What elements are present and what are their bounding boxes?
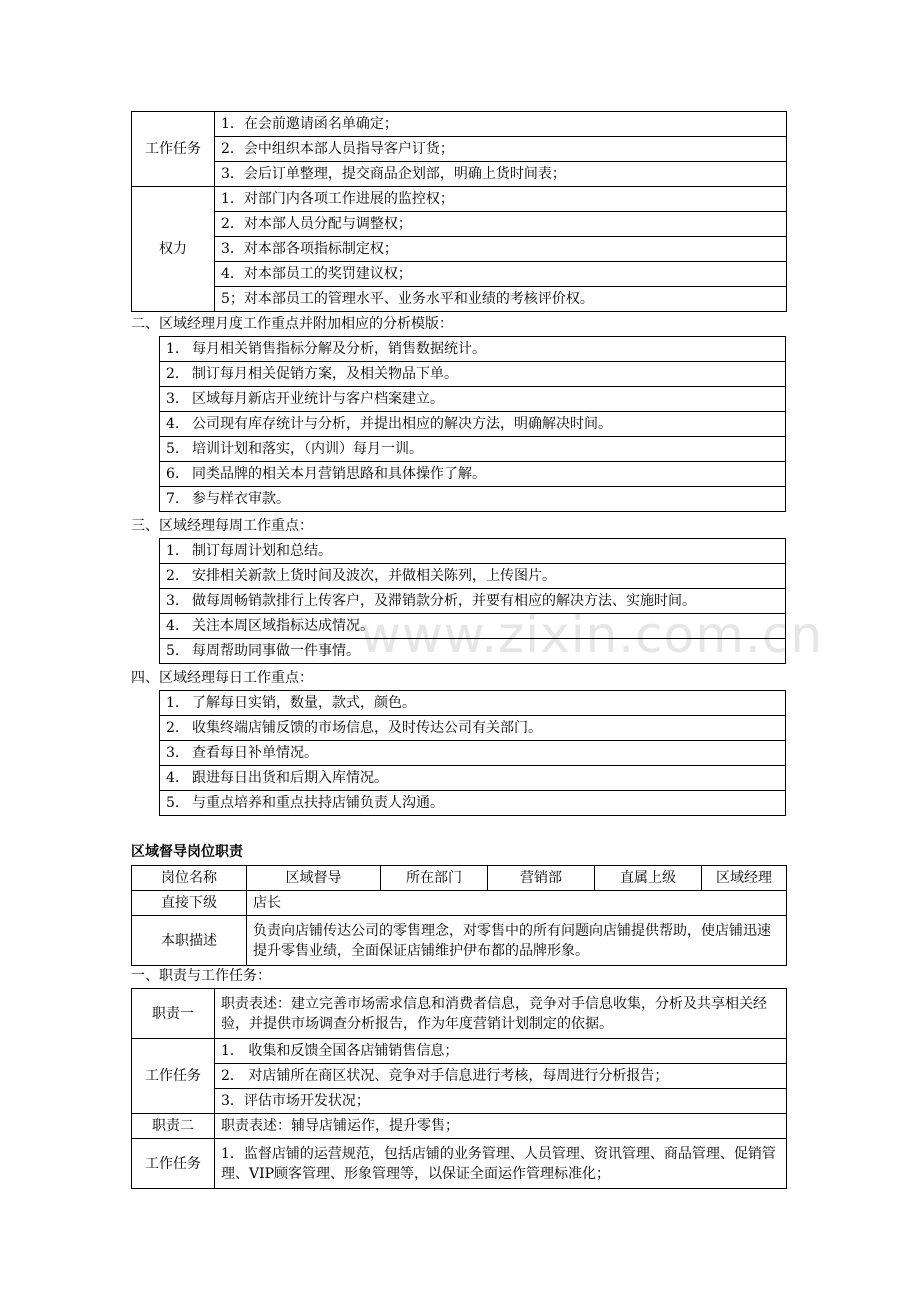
task-item: 1． 收集和反馈全国各店铺销售信息；: [215, 1039, 787, 1064]
duty2-label: 职责二: [132, 1114, 215, 1139]
watermark: www.zixin.com.cn: [360, 606, 824, 664]
list-item: [160, 337, 786, 362]
item-text: 每周帮助同事做一件事情。: [192, 643, 360, 659]
item-text: 收集终端店铺反馈的市场信息，及时传达公司有关部门。: [192, 720, 542, 736]
list-item: [160, 362, 786, 387]
item-number: 3.: [166, 593, 180, 609]
subordinate-value: 店长: [247, 891, 787, 916]
description-label: 本职描述: [132, 916, 247, 966]
right-item: 2．对本部人员分配与调整权；: [215, 212, 787, 237]
item-text: 参与样衣审款。: [192, 491, 290, 507]
item-number: 1.: [166, 695, 180, 711]
list-item: [160, 614, 786, 639]
list-item: [160, 791, 786, 816]
position-name-label: 岗位名称: [132, 866, 247, 891]
tasks1-label: 工作任务: [132, 1039, 215, 1114]
right-item: 3．对本部各项指标制定权；: [215, 237, 787, 262]
item-number: 4.: [166, 770, 180, 786]
task-item: 3．会后订单整理，提交商品企划部，明确上货时间表；: [215, 162, 787, 187]
position-name-value: 区域督导: [247, 866, 381, 891]
item-text: 同类品牌的相关本月营销思路和具体操作了解。: [192, 466, 486, 482]
list-item: [160, 589, 786, 614]
section4-heading: 四、区域经理每日工作重点：: [131, 670, 313, 686]
list-item: [160, 741, 786, 766]
list-item: [160, 437, 786, 462]
item-number: 1.: [166, 341, 180, 357]
supervisor-title: 区域督导岗位职责: [131, 844, 243, 860]
description-value: 负责向店铺传达公司的零售理念，对零售中的所有问题向店铺提供帮助，使店铺迅速提升零售业绩，全面保证店铺维护伊布都的品牌形象。: [247, 916, 787, 966]
section4-table: [159, 690, 786, 816]
task-item: 3．评估市场开发状况；: [215, 1089, 787, 1114]
task-item: 2． 对店铺所在商区状况、竞争对手信息进行考核，每周进行分析报告；: [215, 1064, 787, 1089]
item-text: 培训计划和落实，（内训）每月一训。: [192, 441, 423, 457]
item-text: 关注本周区域指标达成情况。: [192, 618, 374, 634]
item-number: 3.: [166, 745, 180, 761]
superior-value: 区域经理: [702, 866, 787, 891]
subordinate-label: 直接下级: [132, 891, 247, 916]
section2-table: [159, 336, 786, 512]
item-number: 5.: [166, 643, 180, 659]
right-item: 1．对部门内各项工作进展的监控权；: [215, 187, 787, 212]
right-item: 5；对本部员工的管理水平、业务水平和业绩的考核评价权。: [215, 287, 787, 312]
item-text: 跟进每日出货和后期入库情况。: [192, 770, 388, 786]
item-text: 查看每日补单情况。: [192, 745, 318, 761]
item-text: 制订每周计划和总结。: [192, 543, 332, 559]
item-number: 4.: [166, 416, 180, 432]
item-text: 与重点培养和重点扶持店铺负责人沟通。: [192, 795, 444, 811]
rights-label: 权力: [132, 187, 215, 312]
list-item: [160, 766, 786, 791]
item-number: 1.: [166, 543, 180, 559]
section3-heading: 三、区域经理每周工作重点：: [131, 518, 313, 534]
list-item: [160, 639, 786, 664]
item-number: 6.: [166, 466, 180, 482]
duties-table: [131, 988, 787, 1189]
task-item: 1．在会前邀请函名单确定；: [215, 112, 787, 137]
department-value: 营销部: [488, 866, 595, 891]
tasks2-label: 工作任务: [132, 1139, 215, 1189]
item-text: 公司现有库存统计与分析，并提出相应的解决方法，明确解决时间。: [192, 416, 612, 432]
item-number: 5.: [166, 441, 180, 457]
right-item: 4．对本部员工的奖罚建议权；: [215, 262, 787, 287]
task-item: 1．监督店铺的运营规范，包括店铺的业务管理、人员管理、资讯管理、商品管理、促销管理、VIP顾客管理、形象管理等，以保证全面运作管理标准化；: [215, 1139, 787, 1189]
tasks-label: 工作任务: [132, 112, 215, 187]
section3-table: [159, 538, 786, 664]
item-number: 4.: [166, 618, 180, 634]
duties-heading: 一、职责与工作任务：: [131, 968, 271, 984]
list-item: [160, 462, 786, 487]
list-item: [160, 716, 786, 741]
item-number: 3.: [166, 391, 180, 407]
item-text: 制订每月相关促销方案，及相关物品下单。: [192, 366, 458, 382]
supervisor-info-table: [131, 865, 787, 966]
tasks-rights-table: [131, 111, 787, 312]
item-text: 区域每月新店开业统计与客户档案建立。: [192, 391, 444, 407]
duty1-text: 职责表述：建立完善市场需求信息和消费者信息，竞争对手信息收集，分析及共享相关经验，并提供市场调查分析报告，作为年度营销计划制定的依据。: [215, 989, 787, 1039]
item-number: 2.: [166, 720, 180, 736]
task-item: 2．会中组织本部人员指导客户订货；: [215, 137, 787, 162]
section2-heading: 二、区域经理月度工作重点并附加相应的分析模版：: [131, 316, 453, 332]
superior-label: 直属上级: [595, 866, 702, 891]
item-text: 了解每日实销，数量，款式，颜色。: [192, 695, 416, 711]
item-number: 2.: [166, 366, 180, 382]
item-text: 做每周畅销款排行上传客户，及滞销款分析，并要有相应的解决方法、实施时间。: [192, 593, 696, 609]
list-item: [160, 564, 786, 589]
list-item: [160, 487, 786, 512]
item-number: 5.: [166, 795, 180, 811]
list-item: [160, 691, 786, 716]
duty2-text: 职责表述：辅导店铺运作，提升零售；: [215, 1114, 787, 1139]
list-item: [160, 387, 786, 412]
item-number: 2.: [166, 568, 180, 584]
item-number: 7.: [166, 491, 180, 507]
item-text: 每月相关销售指标分解及分析，销售数据统计。: [192, 341, 486, 357]
list-item: [160, 412, 786, 437]
department-label: 所在部门: [381, 866, 488, 891]
duty1-label: 职责一: [132, 989, 215, 1039]
item-text: 安排相关新款上货时间及波次，并做相关陈列，上传图片。: [192, 568, 556, 584]
list-item: [160, 539, 786, 564]
